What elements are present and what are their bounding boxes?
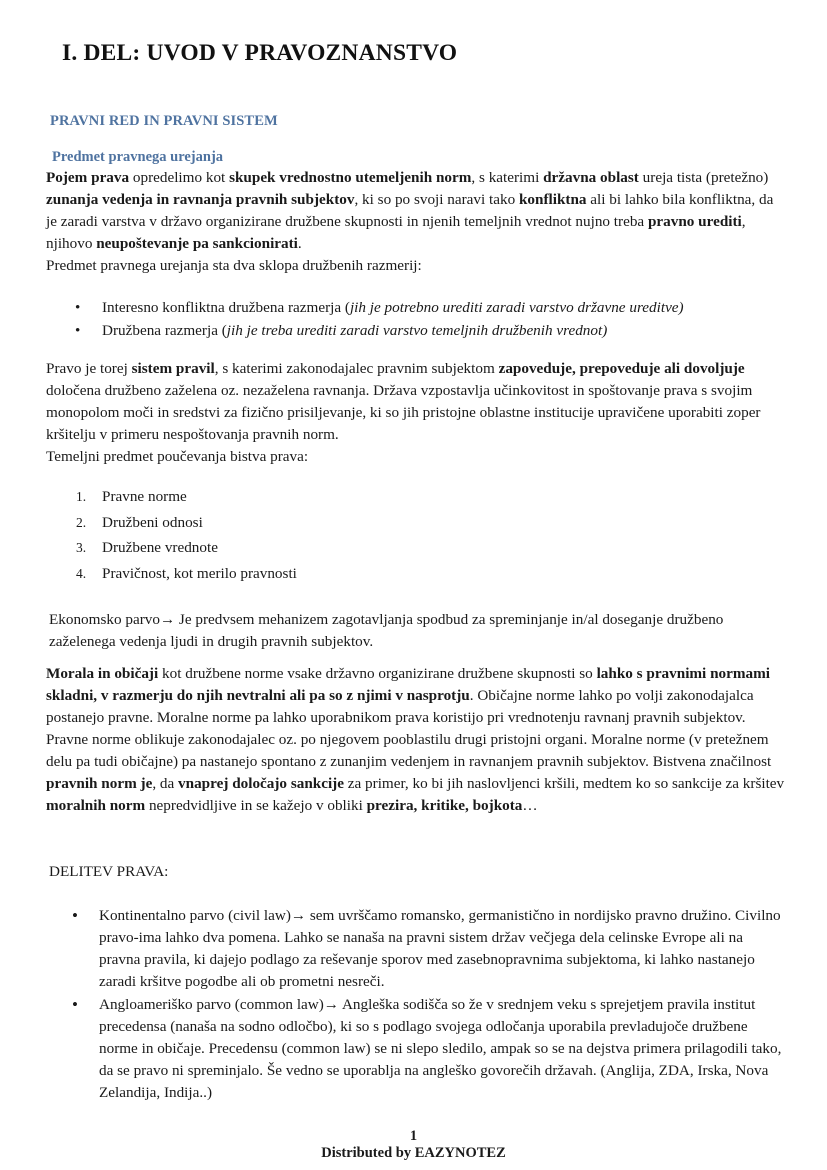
list-item-text: Družbena razmerja (: [102, 322, 227, 339]
text-run: , njihovo: [46, 213, 746, 252]
paragraph-sistem-pravil: [46, 358, 788, 468]
bullet-icon: •: [72, 995, 78, 1014]
text-line: Ekonomsko parvo→ Je predvsem mehanizem zagotavljanja spodbud za spreminjanje in/al doseganje družbeno zaželenega vedenja ljudi in drugih pravnih subjektov.: [49, 611, 724, 650]
text-run: Pravo je torej: [46, 360, 132, 377]
list-item: [46, 486, 788, 512]
list-item: [46, 905, 788, 993]
list-number: 1.: [76, 489, 87, 504]
text-run: . Običajne norme lahko po volji zakonodajalca postanejo pravne. Moralne norme pa lahko uporabnikom prava koristijo pri vrednotenju ravnanj pravnih subjektov. Pravne norme oblikuje zakonodajalec oz. po njegovem pooblastilu drugi pristojni organi. Moralne norme (v pretežnem delu pa tudi običajne) pa nastanejo spontano z zunanjim vedenjem in ravnanjem pravnih subjektov. Bistvena značilnost: [46, 687, 772, 770]
list-item: [46, 563, 788, 589]
paragraph-ekonomsko-pravo: [49, 609, 779, 653]
page-title: I. DEL: UVOD V PRAVOZNANSTVO: [62, 40, 458, 66]
list-item-text: Angloameriško parvo (common law)→ Angleška sodišča so že v srednjem veku s sprejetjem pravila institut precedensa (nanaša na sodno odločbo), ki so s podlago svojega odločanja uporabila prevladujoče družbene norme in običaje. Precedensu (common law) se ni slepo sledilo, ampak so se na dejstva primera prilagodili tako, da se pravo ni spreminjalo. Še vedno se uporablja na angleško govorečih državah. (Anglija, ZDA, Irska, Nova Zelandija, Indija..): [99, 996, 782, 1101]
list-item: [46, 297, 788, 319]
text-run: ali bi lahko bila konfliktna, da je zaradi varstva v državo organizirane družbene skupnosti in njenih temeljnih vrednot nujno treba: [46, 191, 774, 230]
list-item-italic: jih je potrebno urediti zaradi varstvo državne ureditve): [349, 299, 684, 316]
term-zunanja-vedenja: zunanja vedenja in ravnanja pravnih subjektov: [46, 191, 355, 208]
section-heading: PRAVNI RED IN PRAVNI SISTEM: [50, 113, 278, 129]
text-run: , s katerimi: [471, 169, 544, 186]
term-skupek-norm: skupek vrednostno utemeljenih norm: [229, 169, 472, 186]
text-run: ureja tista (pretežno): [638, 169, 769, 186]
term-morala-obicaji: Morala in običaji: [46, 665, 159, 682]
term-zapoveduje: zapoveduje, prepoveduje ali dovoljuje: [498, 360, 745, 377]
list-item-italic: jih je treba urediti zaradi varstvo temeljnih družbenih vrednot): [226, 322, 608, 339]
term-pojem-prava: Pojem prava: [46, 169, 130, 186]
paragraph-morala-obicaji: [46, 663, 788, 817]
numbered-list-predmet: [46, 486, 788, 588]
term-drzavna-oblast: državna oblast: [543, 169, 639, 186]
term-vnaprej-sankcije: vnaprej določajo sankcije: [178, 775, 344, 792]
text-run: nepredvidljive in se kažejo v obliki: [145, 797, 367, 814]
bullet-list-delitev: [46, 905, 788, 1104]
text-run: kot družbene norme vsake državno organizirane družbene skupnosti so: [158, 665, 597, 682]
text-run: za primer, ko bi jih naslovljenci kršili, medtem ko so sankcije za kršitev: [343, 775, 785, 792]
bullet-icon: •: [75, 299, 81, 316]
bullet-list-razmerja: [46, 297, 788, 342]
list-item-text: Interesno konfliktna družbena razmerja (: [102, 299, 350, 316]
list-item-text: Družbene vrednote: [102, 539, 218, 556]
term-neupostevanje: neupoštevanje pa sankcionirati: [96, 235, 298, 252]
footer-credit: Distributed by EAZYNOTEZ: [321, 1145, 506, 1161]
term-moralnih-norm: moralnih norm: [46, 797, 146, 814]
list-item-text: Pravičnost, kot merilo pravnosti: [102, 564, 297, 582]
text-line: DELITEV PRAVA:: [49, 863, 169, 880]
text-run: določena družbeno zaželena oz. nezaželena ravnanja. Država vzpostavlja učinkovitost in spoštovanje prava s svojim monopolom moči in sredstvi za fizično prisiljevanje, ki so jih pristojne oblastne institucije upravičene uporabiti zoper kršitelju v primeru nespoštovanja pravnih norm.: [46, 382, 761, 443]
text-run: , da: [152, 775, 179, 792]
list-item: [46, 537, 788, 563]
text-run: , s katerimi zakonodajalec pravnim subjektom: [214, 360, 499, 377]
list-number: 3.: [76, 540, 87, 555]
term-pravno-urediti: pravno urediti: [647, 213, 742, 230]
list-number: 4.: [76, 565, 87, 581]
bullet-icon: •: [75, 322, 81, 339]
text-run: opredelimo kot: [129, 169, 230, 186]
list-number: 2.: [76, 514, 87, 530]
text-run: , ki so po svoji naravi tako: [354, 191, 519, 208]
page-number: 1: [409, 1128, 418, 1144]
term-pravnih-norm: pravnih norm je: [46, 775, 153, 792]
bullet-icon: •: [72, 906, 78, 925]
list-item: [46, 320, 788, 342]
text-line: Temeljni predmet poučevanja bistva prava:: [46, 448, 309, 465]
text-run: .: [297, 235, 302, 252]
list-item: [46, 994, 788, 1104]
list-item-text: Kontinentalno parvo (civil law)→ sem uvrščamo romansko, germanistično in nordijsko pravno družino. Civilno pravo-ima lahko dva pomena. Lahko se nanaša na pravni sistem držav večjega dela celinske Evrope ali na pravna pravila, ki dajejo podlago za reševanje sporov med zasebnopravnima subjektoma, ki lahko nastanejo zaradi kršitve pogodbe ali ob prometni nesreči.: [99, 907, 781, 990]
list-item-text: Družbeni odnosi: [102, 513, 203, 531]
list-item-text: Pravne norme: [102, 488, 187, 505]
term-konfliktna: konfliktna: [518, 191, 587, 208]
term-skladni-nevtralni: lahko s pravnimi normami skladni, v razmerju do njih nevtralni ali pa so z njimi v nasprotju: [46, 665, 770, 704]
term-sistem-pravil: sistem pravil: [131, 360, 215, 377]
subsection-heading: Predmet pravnega urejanja: [52, 149, 224, 165]
text-run: …: [522, 797, 538, 814]
paragraph-pojem-prava: [46, 167, 788, 277]
text-line: Predmet pravnega urejanja sta dva sklopa družbenih razmerij:: [46, 257, 422, 274]
list-item: [46, 512, 788, 538]
term-prezira: prezira, kritike, bojkota: [366, 797, 523, 814]
paragraph-delitev-prava: [49, 861, 791, 883]
